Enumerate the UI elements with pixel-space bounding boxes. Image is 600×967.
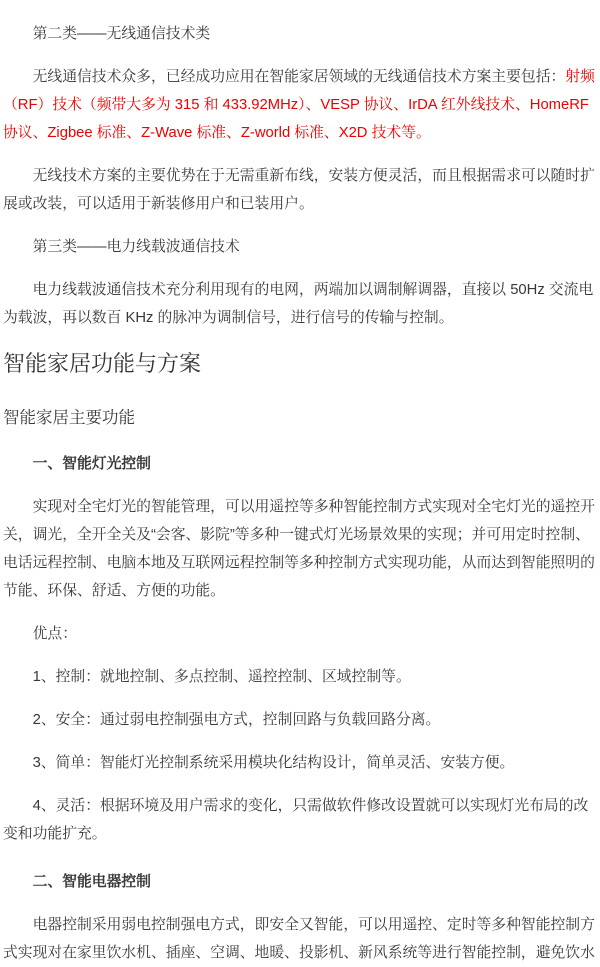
paragraph <box>3 20 597 48</box>
numbered-subheading <box>3 450 597 478</box>
text-run: 无线通信技术众多，已经成功应用在智能家居领域的无线通信技术方案主要包括： <box>32 69 566 85</box>
text-run: 电器控制采用弱电控制强电方式，即安全又智能，可以用遥控、定时等多种智能控制方式实现对在家里饮水机、插座、空调、地暖、投影机、新风系统等进行智能控制，避免饮水 <box>3 917 595 961</box>
paragraph <box>3 663 597 691</box>
paragraph <box>3 493 597 605</box>
text-run: 3、简单：智能灯光控制系统采用模块化结构设计，简单灵活、安装方便。 <box>32 755 515 771</box>
numbered-subheading <box>3 868 597 896</box>
paragraph <box>3 162 597 218</box>
section-heading <box>3 348 597 380</box>
red-highlight-run: 射频（RF）技术（频带大多为 315 和 433.92MHz）、VESP 协议、IrDA 红外线技术、HomeRF 协议、Zigbee 标准、Z-Wave 标准、Z-world 标准、X2D 技术等。 <box>3 69 595 141</box>
text-run: 智能家居主要功能 <box>3 409 135 427</box>
paragraph <box>3 276 597 332</box>
text-run: 第三类——电力线载波通信技术 <box>32 239 240 255</box>
paragraph <box>3 911 597 967</box>
paragraph <box>3 706 597 734</box>
text-run: 电力线载波通信技术充分利用现有的电网，两端加以调制解调器，直接以 50Hz 交流电为载波，再以数百 KHz 的脉冲为调制信号，进行信号的传输与控制。 <box>3 282 594 326</box>
text-run: 实现对全宅灯光的智能管理，可以用遥控等多种智能控制方式实现对全宅灯光的遥控开关，调光，全开全关及“会客、影院”等多种一键式灯光场景效果的实现；并可用定时控制、电话远程控制、电脑本地及互联网远程控制等多种控制方式实现功能，从而达到智能照明的节能、环保、舒适、方便的功能。 <box>3 499 595 599</box>
text-run: 智能家居功能与方案 <box>3 351 202 376</box>
article-body <box>3 20 597 967</box>
paragraph <box>3 620 597 648</box>
text-run: 1、控制：就地控制、多点控制、遥控控制、区域控制等。 <box>32 669 411 685</box>
paragraph <box>3 749 597 777</box>
text-run: 无线技术方案的主要优势在于无需重新布线，安装方便灵活，而且根据需求可以随时扩展或改装，可以适用于新装修用户和已装用户。 <box>3 168 595 212</box>
paragraph <box>3 233 597 261</box>
paragraph <box>3 63 597 147</box>
text-run: 二、智能电器控制 <box>32 874 151 890</box>
text-run: 一、智能灯光控制 <box>32 456 151 472</box>
paragraph <box>3 792 597 848</box>
text-run: 优点： <box>32 626 77 642</box>
subsection-heading <box>3 406 597 430</box>
text-run: 4、灵活：根据环境及用户需求的变化，只需做软件修改设置就可以实现灯光布局的改变和功能扩充。 <box>3 798 589 842</box>
text-run: 第二类——无线通信技术类 <box>32 26 211 42</box>
text-run: 2、安全：通过弱电控制强电方式，控制回路与负载回路分离。 <box>32 712 441 728</box>
